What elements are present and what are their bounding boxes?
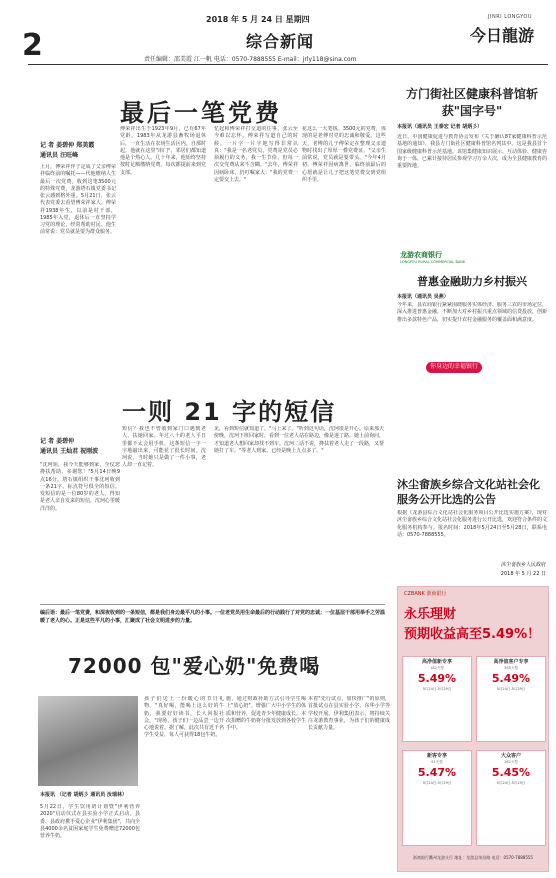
- story3-col2: 孩子们送上一份暖心的节日礼物。"真好喝，能喝上这么好的牛奶，我要好好读书，长大回报社会。"现场，孩子们一边品尝一边开心地说着。据了解，此次共有近千名学生受益，每人可获得18包牛奶。: [144, 696, 224, 739]
- bank-headline: 普惠金融助力乡村振兴: [417, 275, 527, 288]
- notice-date: 2018 年 5 月 22 日: [500, 571, 546, 577]
- notice-title: 沐尘畲族乡综合文化站社会化服务公开比选的公告: [397, 478, 540, 506]
- bank-logo-en: LONGYOU RURAL COMMERCIAL BANK: [400, 260, 466, 264]
- story1-col2: 傅荣祥出生于1923年9月，已有67年党龄。1983年从龙游县畜牧场退休后，一直生活在农场生活区内。自那时起，他就在这里"串门"，邻居们都知道他是个热心人。几十年来，他始终坚持按时足额缴纳党费，每次都提前来到党支部。: [120, 126, 206, 176]
- story2-col3: 见，看到短信就知道了。"马上来了。"听到这句话，沈珂很是开心。原来那天傍晚，沈珂下班回家时，看到一位老人站在路边，像是迷了路。她上前询问，才知道老人想回家却找不到车。沈珂二话不说，搀扶着老人走了一段路，又帮她打了车。"等老人到家，已经是晚上九点多了。": [214, 426, 384, 454]
- card-title: 高净值客户专享: [493, 659, 529, 665]
- product-card: [476, 750, 546, 846]
- card-sub: 91天型: [431, 760, 443, 765]
- story2-headline: 一则 21 字的短信: [122, 398, 337, 426]
- card-rate: 5.49%: [491, 672, 531, 686]
- ad-footer: 浙商银行衢州龙游支行 地址：龙游县荣昌路 电话：0570-7888555: [413, 855, 533, 860]
- ad-title-2: 预期收益高至5.49%！: [404, 627, 541, 642]
- section-title: 综合新闻: [246, 32, 315, 51]
- logo-cn: 今日龍游: [470, 26, 535, 45]
- card-date: 5月24日-5月29日: [496, 687, 526, 692]
- card-title: 新客专享: [426, 753, 447, 759]
- issue-date: 2018 年 5 月 24 日 星期四: [206, 15, 310, 24]
- notice-body: 根据《龙游县综合文化站社会化服务项目公开比选实施方案》，现对沐尘畲族乡综合文化站社会化服务进行公开比选，欢迎符合条件的文化服务机构参与。报名时间：2018年5月24日至5月28日，联系电话：0570-7888555。: [397, 510, 547, 538]
- ad-title-1: 永乐理财: [404, 607, 457, 622]
- story2-col2: 短信？我也不曾收到家门口遇到老人，扶她回家。年过八十的老人平日里都不太会用手机，这条短信一字一字地敲出来，可能花了很长时间。沈珂说，当时她只是做了一件小事，老人却一直记着。: [122, 426, 206, 469]
- card-date: 5月24日-5月29日: [422, 687, 452, 692]
- bank-slogan: 你身边的幸福银行: [426, 362, 482, 373]
- czbank-logo: CZBANK 浙商银行: [404, 591, 447, 597]
- story2-col1: "沈珂姐，我今天能够到家，全仗您搀扶帮助，多谢您！"5月14日晚9点16分，塔石镇组织干事沈珂收到一条21字、标点符号俱全的短信。发短信的是一位80岁的老人。得知是老人亲自发来的短信，沈珂心里暖洋洋的。: [40, 462, 120, 512]
- story1-col3: 忆起和傅荣祥打交道的往事，张云至今难以忘怀。傅荣祥写道自己的时候，一片字一片字地写得非常认真："我是一名老党员，党费是党员必须履行的义务。我一生节俭，但每一次交党费从来不含糊。"去年，傅荣祥因病卧床，仍叮嘱家人："我的党费一定要交上去。": [214, 126, 298, 183]
- bank-body: 今年来，县农商银行紧紧围绕服务实体经济、服务三农的市场定位，深入推进普惠金融，不断加大对乡村振兴重点领域的信贷投放，创新推出多款特色产品，切实提升农村金融服务的覆盖面和满意度。: [397, 302, 547, 323]
- story3-col3: 施，通过财政补助方式引导学生喝上"放心奶"。增强广大中小学生的体质和营养，促进青少年健康成长。本次捐赠的牛奶将分批发放到各校学生手中。: [226, 696, 306, 731]
- card-rate: 5.49%: [417, 672, 457, 686]
- card-date: 5月24日-5月29日: [496, 781, 526, 786]
- story1-byline2: 通讯员 汪旺峰: [40, 152, 79, 159]
- card-rate: 5.45%: [491, 766, 531, 780]
- card-date: 5月24日-5月29日: [422, 781, 452, 786]
- editor-line: 责任编辑：邵美霞 江一帆 电话：0570-7888555 E-mail：jrly118@sina.com: [144, 56, 357, 63]
- card-sub: 182天型: [504, 760, 518, 765]
- bank-byline: 本报讯（通讯员 吴燕）: [397, 294, 449, 300]
- product-card: [402, 656, 472, 742]
- editor-note: [40, 604, 385, 625]
- card-sub: 365天型: [504, 666, 518, 671]
- side1-body: 近日，中国健康促进与教育协会发布《关于确认87家健康科普示范基地的通知》，我县方门街社区健康科普馆名列其中。这是我县首个国家级健康科普示范基地。该馆集健康知识展示、互动体验、健康咨询于一体，已累计接待居民参观学习万余人次，成为全县健康教育的重要阵地。: [397, 134, 547, 169]
- story1-byline: 记 者 姜碧仲 郑美霞: [40, 142, 95, 149]
- side1-byline: 本报讯（通讯员 王泰宏 记者 胡炳彡）: [397, 124, 483, 130]
- product-card: [402, 750, 472, 846]
- story1-col4: 花这么一大笔钱。3500元的党费，体现的是老傅对党的忠诚和敬爱。这些天，老傅的儿子傅荣定在整理父亲遗物时找出了厚厚一叠党费证。"父亲生前常说，党员就是要带头。"今年4月初，傅荣祥因病离世，临终前最后的心愿就是让儿子把这笔党费交到党组织手里。: [302, 126, 386, 183]
- story3-byline: 本报讯 （记者 胡炳彡 通讯员 汝瑞林）: [40, 792, 127, 798]
- side1-headline: 方门街社区健康科普馆斩获"国字号": [405, 87, 538, 119]
- students-photo: [38, 696, 138, 786]
- logo-en: JINRI LONGYOU: [488, 14, 533, 20]
- page-number: 2: [22, 28, 43, 63]
- story1-col1: 上月，傅荣祥伴子定成了父亲傅荣祥临终前的嘱托——代他缴纳人生最后一次党费。收到这笔3500元的特殊党费，龙游塔石镇党委书记张云感到格外重。5月21日，张云代表党委去看望傅荣祥家人。傅荣祥1938年生，以前是村干部，1985年入党，退休后一直坚持学习党的理论，经常帮助村民。他生前常说：党员就是要为群众服务。: [40, 164, 116, 236]
- story2-byline: 记 者 姜碧仲: [40, 438, 75, 445]
- story3-col1: 5月22日，学生饮用奶计划暨"伊利营养2020"启动仪式在县实验小学正式启动。县委、县政府携手爱心企业"伊利集团"，共向全县4000余名贫困家庭学生免费赠送72000包营养牛奶。: [40, 804, 140, 839]
- bank-logo: 龙游农商银行: [400, 251, 442, 259]
- story1-headline: 最后一笔党费: [120, 99, 282, 127]
- card-title: 高净值新专享: [421, 659, 452, 665]
- product-card: [476, 656, 546, 742]
- header-rule: [28, 64, 548, 65]
- story3-col4: 本着"先行试点，加快推广"的原则，首批试点在县实验小学、东华小学等学校开展。伊利集团表示，将持续关注龙游教育事业，为孩子们的健康成长贡献力量。: [308, 696, 390, 731]
- notice-signer: 沐尘畲族乡人民政府: [500, 562, 546, 568]
- story3-headline: 72000 包"爱心奶"免费喝: [68, 654, 321, 678]
- masthead: [0, 0, 556, 63]
- card-title: 大众客户: [500, 753, 521, 759]
- story2-byline2: 通讯员 王灿君 祝刚波: [40, 448, 99, 455]
- editor-note-text: 编后语：最后一笔党费，和深夜收到的一条短信，都是我们身边最平凡的小事。一位老党员用生命最后的行动践行了对党的忠诚；一位基层干部用举手之劳温暖了老人的心。正是这些平凡的小事，汇聚成了社会文明进步的力量。: [40, 610, 386, 624]
- card-sub: 182天型: [430, 666, 444, 671]
- card-rate: 5.47%: [417, 766, 457, 780]
